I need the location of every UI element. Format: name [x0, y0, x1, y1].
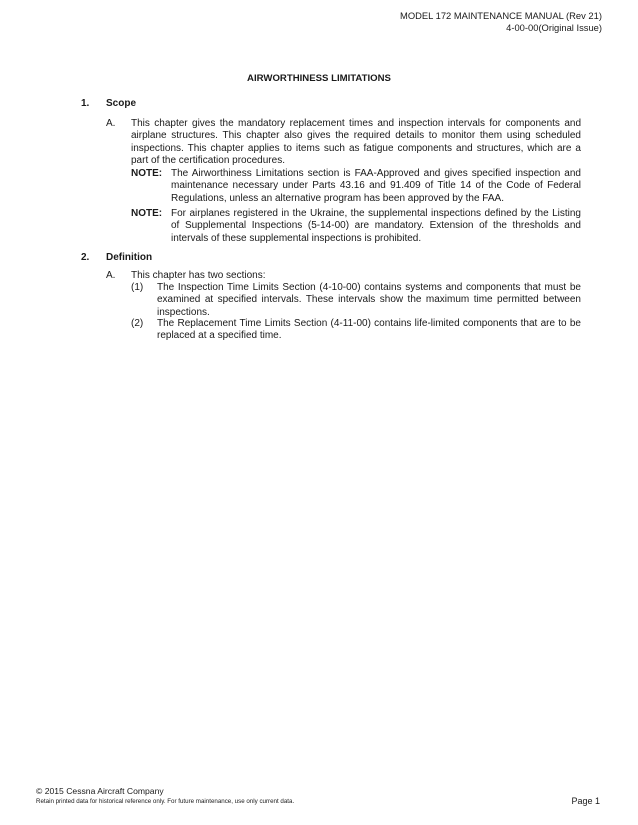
- note-2-label: NOTE:: [131, 208, 163, 219]
- manual-title: MODEL 172 MAINTENANCE MANUAL (Rev 21): [400, 10, 602, 21]
- definition-item-a-text: This chapter has two sections:: [131, 270, 266, 281]
- page-title: AIRWORTHINESS LIMITATIONS: [247, 73, 391, 84]
- definition-sub-2-text: The Replacement Time Limits Section (4-11-00) contains life-limited components that are to be replaced at a specified time.: [157, 318, 581, 342]
- definition-sub-2-label: (2): [131, 318, 144, 329]
- chapter-code: 4-00-00(Original Issue): [506, 22, 602, 33]
- copyright: © 2015 Cessna Aircraft Company: [36, 786, 164, 796]
- retain-notice: Retain printed data for historical reference only. For future maintenance, use only current data.: [36, 798, 295, 805]
- scope-item-a-label: A.: [106, 118, 116, 129]
- definition-item-a-label: A.: [106, 270, 116, 281]
- section-2-heading: Definition: [106, 252, 153, 263]
- section-2-number: 2.: [81, 252, 90, 263]
- page-header: [400, 10, 602, 34]
- scope-item-a-text: This chapter gives the mandatory replacement times and inspection intervals for components and airplane structures. This chapter also gives the required details to monitor them using scheduled inspections. This chapter applies to items such as fatigue components and structures, which are a part of the certification procedures.: [131, 118, 581, 166]
- note-2-text: For airplanes registered in the Ukraine, the supplemental inspections defined by the Listing of Supplemental Inspections (5-14-00) are mandatory. Extension of the thresholds and intervals of these supplemental inspections is prohibited.: [171, 208, 581, 244]
- section-1-number: 1.: [81, 98, 90, 109]
- page-number: Page 1: [571, 796, 600, 806]
- section-1-heading: Scope: [106, 98, 137, 109]
- definition-sub-1-label: (1): [131, 282, 144, 293]
- note-1-label: NOTE:: [131, 168, 163, 179]
- note-1-text: The Airworthiness Limitations section is FAA-Approved and gives specified inspection and maintenance necessary under Parts 43.16 and 91.409 of Title 14 of the Code of Federal Regulations, unless an alternative program has been approved by the FAA.: [171, 168, 581, 204]
- definition-sub-1-text: The Inspection Time Limits Section (4-10-00) contains systems and components that must be examined at specified intervals. These intervals show the maximum time permitted between inspections.: [157, 282, 581, 318]
